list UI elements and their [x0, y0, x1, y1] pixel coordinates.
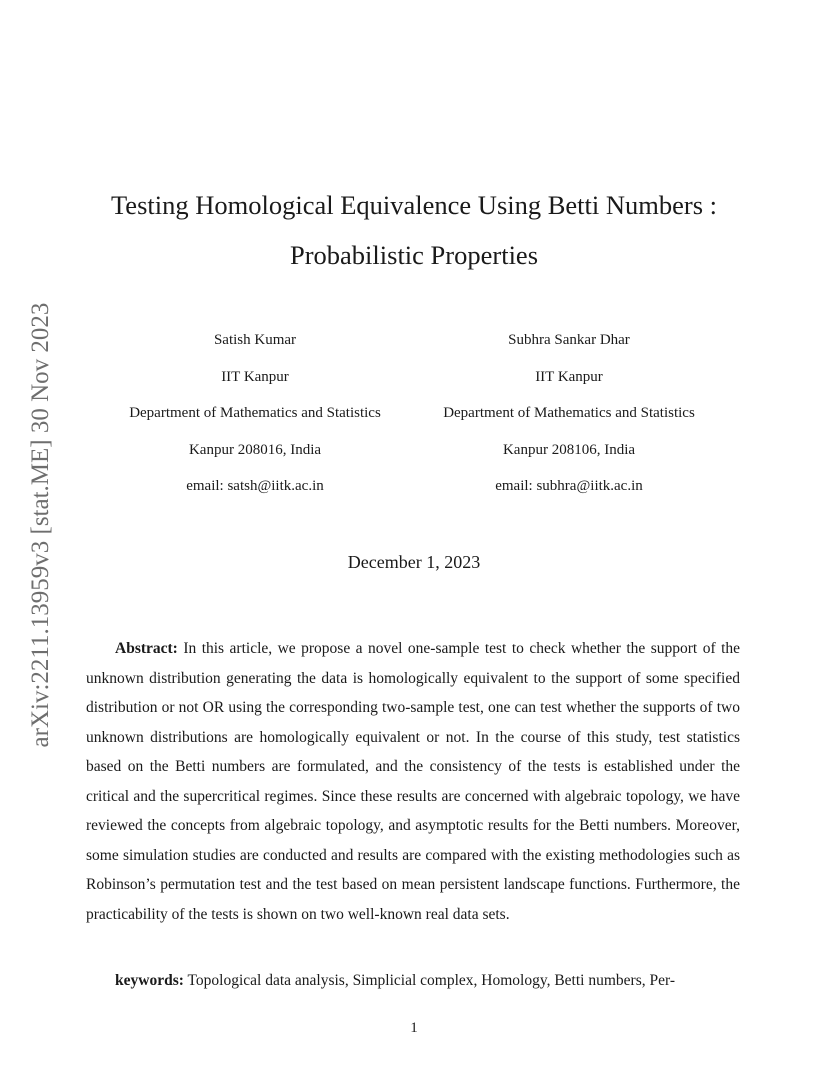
- paper-date: December 1, 2023: [347, 552, 481, 572]
- arxiv-identifier: arXiv:2211.13959v3 [stat.ME] 30 Nov 2023: [27, 302, 54, 748]
- author-name: Satish Kumar: [213, 332, 297, 348]
- keywords-label: keywords:: [115, 972, 184, 989]
- author-institute: IIT Kanpur: [221, 368, 289, 385]
- author-institute: IIT Kanpur: [535, 368, 603, 385]
- abstract-paragraph: [86, 634, 740, 929]
- author-email: email: subhra@iitk.ac.in: [495, 478, 643, 495]
- abstract-label: Abstract:: [115, 640, 178, 657]
- author-name: Subhra Sankar Dhar: [508, 332, 630, 348]
- author-email: email: satsh@iitk.ac.in: [186, 478, 324, 495]
- page-number: 1: [410, 1020, 418, 1036]
- author-address: Kanpur 208016, India: [188, 441, 322, 458]
- keywords-text: Topological data analysis, Simplicial complex, Homology, Betti numbers, Per-: [187, 972, 675, 989]
- keywords-paragraph: [86, 966, 740, 996]
- author-department: Department of Mathematics and Statistics: [129, 405, 381, 422]
- author-block-1: [106, 322, 404, 505]
- author-department: Department of Mathematics and Statistics: [443, 405, 695, 422]
- paper-title-line-1: Testing Homological Equivalence Using Betti Numbers :: [110, 190, 718, 220]
- paper-title-line-2: Probabilistic Properties: [289, 240, 539, 270]
- author-block-2: [420, 322, 718, 505]
- author-address: Kanpur 208106, India: [502, 441, 636, 458]
- abstract-text: In this article, we propose a novel one-sample test to check whether the support of the unknown distribution generating the data is homologically equivalent to the support of some specified distribution or not OR using the corresponding two-sample test, one can test whether the supports of two unknown distributions are homologically equivalent or not. In the course of this study, test statistics based on the Betti numbers are formulated, and the consistency of the tests is established under the critical and the supercritical regimes. Since these results are concerned with algebraic topology, we have reviewed the concepts from algebraic topology, and asymptotic results for the Betti numbers. Moreover, some simulation studies are conducted and results are compared with the existing methodologies such as Robinson’s permutation test and the test based on mean persistent landscape functions. Furthermore, the practicability of the tests is shown on two well-known real data sets.: [86, 640, 741, 923]
